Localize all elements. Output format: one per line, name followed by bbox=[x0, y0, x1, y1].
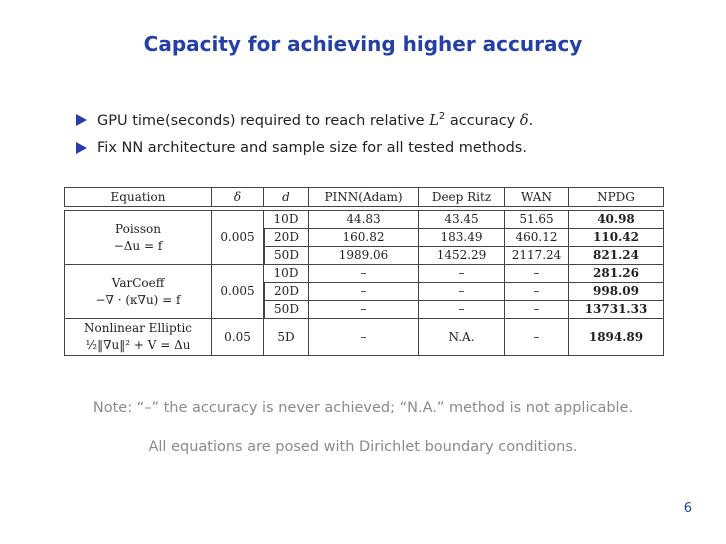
dimension-cell: 50D bbox=[264, 247, 309, 265]
npdg-cell: 821.24 bbox=[569, 247, 664, 265]
pinn-cell: – bbox=[309, 301, 419, 319]
column-header: NPDG bbox=[569, 187, 664, 207]
ritz-cell: 43.45 bbox=[419, 211, 505, 229]
pinn-cell: 160.82 bbox=[309, 229, 419, 247]
pinn-cell: 1989.06 bbox=[309, 247, 419, 265]
dimension-cell: 10D bbox=[264, 265, 309, 283]
dimension-cell: 20D bbox=[264, 229, 309, 247]
column-header: Equation bbox=[64, 187, 212, 207]
column-header: Deep Ritz bbox=[419, 187, 505, 207]
pinn-cell: – bbox=[309, 319, 419, 356]
results-table bbox=[64, 187, 664, 356]
table-row bbox=[64, 319, 664, 356]
dimension-cell: 50D bbox=[264, 301, 309, 319]
table-row bbox=[64, 211, 664, 229]
column-header: d bbox=[264, 187, 309, 207]
bullet-list bbox=[76, 106, 533, 162]
wan-cell: – bbox=[505, 319, 569, 356]
npdg-cell: 13731.33 bbox=[569, 301, 664, 319]
npdg-cell: 110.42 bbox=[569, 229, 664, 247]
delta-cell: 0.005 bbox=[212, 265, 264, 319]
table-header-row bbox=[64, 187, 664, 207]
wan-cell: – bbox=[505, 301, 569, 319]
bullet-arrow-icon bbox=[76, 114, 87, 126]
ritz-cell: – bbox=[419, 283, 505, 301]
pinn-cell: 44.83 bbox=[309, 211, 419, 229]
wan-cell: – bbox=[505, 265, 569, 283]
dimension-cell: 20D bbox=[264, 283, 309, 301]
page-number: 6 bbox=[683, 501, 692, 516]
wan-cell: 51.65 bbox=[505, 211, 569, 229]
pinn-cell: – bbox=[309, 265, 419, 283]
table-row bbox=[64, 265, 664, 283]
equation-cell: Poisson −Δu = f bbox=[64, 211, 212, 265]
ritz-cell: N.A. bbox=[419, 319, 505, 356]
bullet-arrow-icon bbox=[76, 142, 87, 154]
npdg-cell: 998.09 bbox=[569, 283, 664, 301]
delta-cell: 0.05 bbox=[212, 319, 264, 356]
equation-cell: Nonlinear Elliptic ½‖∇u‖² + V = Δu bbox=[64, 319, 212, 356]
npdg-cell: 1894.89 bbox=[569, 319, 664, 356]
npdg-cell: 40.98 bbox=[569, 211, 664, 229]
pinn-cell: – bbox=[309, 283, 419, 301]
wan-cell: 460.12 bbox=[505, 229, 569, 247]
ritz-cell: – bbox=[419, 301, 505, 319]
wan-cell: – bbox=[505, 283, 569, 301]
bullet-item-gpu-time bbox=[76, 106, 533, 134]
ritz-cell: 183.49 bbox=[419, 229, 505, 247]
slide-title: Capacity for achieving higher accuracy bbox=[143, 32, 583, 56]
ritz-cell: 1452.29 bbox=[419, 247, 505, 265]
footer-note: All equations are posed with Dirichlet boundary conditions. bbox=[148, 439, 578, 455]
equation-cell: VarCoeff −∇ · (κ∇u) = f bbox=[64, 265, 212, 319]
dimension-cell: 10D bbox=[264, 211, 309, 229]
note-text: Note: “–” the accuracy is never achieved; “N.A.” method is not applicable. bbox=[92, 400, 634, 416]
column-header: WAN bbox=[505, 187, 569, 207]
column-header: δ bbox=[212, 187, 264, 207]
dimension-cell: 5D bbox=[264, 319, 309, 356]
delta-cell: 0.005 bbox=[212, 211, 264, 265]
bullet-text: GPU time(seconds) required to reach relative $L^2$ accuracy δ. bbox=[97, 111, 534, 129]
wan-cell: 2117.24 bbox=[505, 247, 569, 265]
npdg-cell: 281.26 bbox=[569, 265, 664, 283]
bullet-text: Fix NN architecture and sample size for all tested methods. bbox=[97, 140, 527, 156]
ritz-cell: – bbox=[419, 265, 505, 283]
bullet-item-fix-nn bbox=[76, 134, 533, 162]
column-header: PINN(Adam) bbox=[309, 187, 419, 207]
